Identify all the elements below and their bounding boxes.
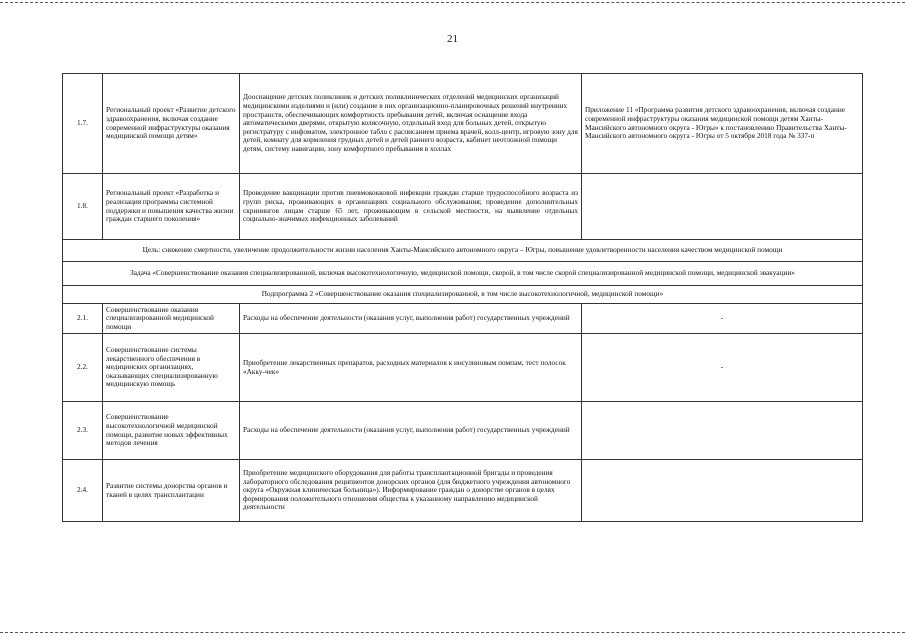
task-row xyxy=(63,262,863,286)
row-number: 2.1. xyxy=(63,304,103,334)
bottom-scan-edge xyxy=(0,632,905,633)
table-row xyxy=(63,402,863,460)
row-number: 1.7. xyxy=(63,74,103,174)
row-description: Приобретение медицинского оборудования для работы трансплантационной бригады и проведения лабораторного обследования реципиентов донорских органов (для бюджетного учреждения автономного округа «Окружная клиническая больница»). Информирование граждан о донорстве органов в целях формирования положительного отношения общества к указанному направлению медицинской деятельности xyxy=(240,460,582,522)
row-name: Совершенствование системы лекарственного обеспечения в медицинских организациях, оказывающих специализированную медицинскую помощь xyxy=(103,334,240,402)
row-number: 2.2. xyxy=(63,334,103,402)
row-description: Расходы на обеспечение деятельности (оказания услуг, выполнения работ) государственных учреждений xyxy=(240,402,582,460)
row-basis xyxy=(582,460,863,522)
top-scan-edge xyxy=(0,2,905,3)
goal-row xyxy=(63,240,863,262)
row-basis: - xyxy=(582,304,863,334)
row-name: Совершенствование высокотехнологичной медицинской помощи, развитие новых эффективных методов лечения xyxy=(103,402,240,460)
row-name: Совершенствование оказания специализированной медицинской помощи xyxy=(103,304,240,334)
row-number: 1.8. xyxy=(63,174,103,240)
table-row xyxy=(63,74,863,174)
table-row xyxy=(63,174,863,240)
program-table xyxy=(62,73,863,522)
row-description: Дооснащение детских поликлиник и детских поликлинических отделений медицинских организаций медицинскими изделиями и (или) создание в них организационно-планировочных решений внутренних пространств, обеспечивающих комфортность пребывания детей, включая оснащение входа автоматическими дверями, открытую колясочную, отдельный вход для больных детей, открытую регистратуру с инфоматом, электронное табло с расписанием приема врачей, колл-центр, игровую зону для детей, комнату для кормления грудных детей и детей раннего возраста, кабинет неотложной помощи детям, систему навигации, зону комфортного пребывания в холлах xyxy=(240,74,582,174)
subprogram-text: Подпрограмма 2 «Совершенствование оказания специализированной, в том числе высокотехнологичной, медицинской помощи» xyxy=(63,286,863,304)
row-description: Приобретение лекарственных препаратов, расходных материалов к инсулиновым помпам, тест полосок «Акку-чек» xyxy=(240,334,582,402)
page-number: 21 xyxy=(447,33,458,45)
row-name: Развитие системы донорства органов и тканей в целях трансплантации xyxy=(103,460,240,522)
table-row xyxy=(63,460,863,522)
row-name: Региональный проект «Разработка и реализация программы системной поддержки и повышения качества жизни граждан старшего поколения» xyxy=(103,174,240,240)
task-text: Задача «Совершенствование оказания специализированной, включая высокотехнологичную, медицинской помощи, скорой, в том числе скорой специализированной медицинской помощи, медицинской эвакуации» xyxy=(63,262,863,286)
row-basis xyxy=(582,402,863,460)
row-basis: - xyxy=(582,334,863,402)
row-description: Расходы на обеспечение деятельности (оказания услуг, выполнения работ) государственных учреждений xyxy=(240,304,582,334)
row-number: 2.4. xyxy=(63,460,103,522)
row-name: Региональный проект «Развитие детского здравоохранения, включая создание современной инфраструктуры оказания медицинской помощи детям» xyxy=(103,74,240,174)
row-number: 2.3. xyxy=(63,402,103,460)
subprogram-row xyxy=(63,286,863,304)
row-basis: Приложение 11 «Программа развития детского здравоохранения, включая создание современной инфраструктуры оказания медицинской помощи детям Ханты-Мансийского автономного округа - Югры» к постановлению Правительства Ханты-Мансийского автономного округа - Югры от 5 октября 2018 года № 337-п xyxy=(582,74,863,174)
goal-text: Цель: снижение смертности, увеличение продолжительности жизни населения Ханты-Мансийского автономного округа – Югры, повышение удовлетворенности населения качеством медицинской помощи xyxy=(63,240,863,262)
table-row xyxy=(63,334,863,402)
row-description: Проведение вакцинации против пневмококковой инфекции граждан старше трудоспособного возраста из групп риска, проживающих в организациях социального обслуживания; проведение дополнительных скринингов лицам старше 65 лет, проживающим в сельской местности, на выявление отдельных социально-значимых инфекционных заболеваний xyxy=(240,174,582,240)
row-basis xyxy=(582,174,863,240)
table-row xyxy=(63,304,863,334)
